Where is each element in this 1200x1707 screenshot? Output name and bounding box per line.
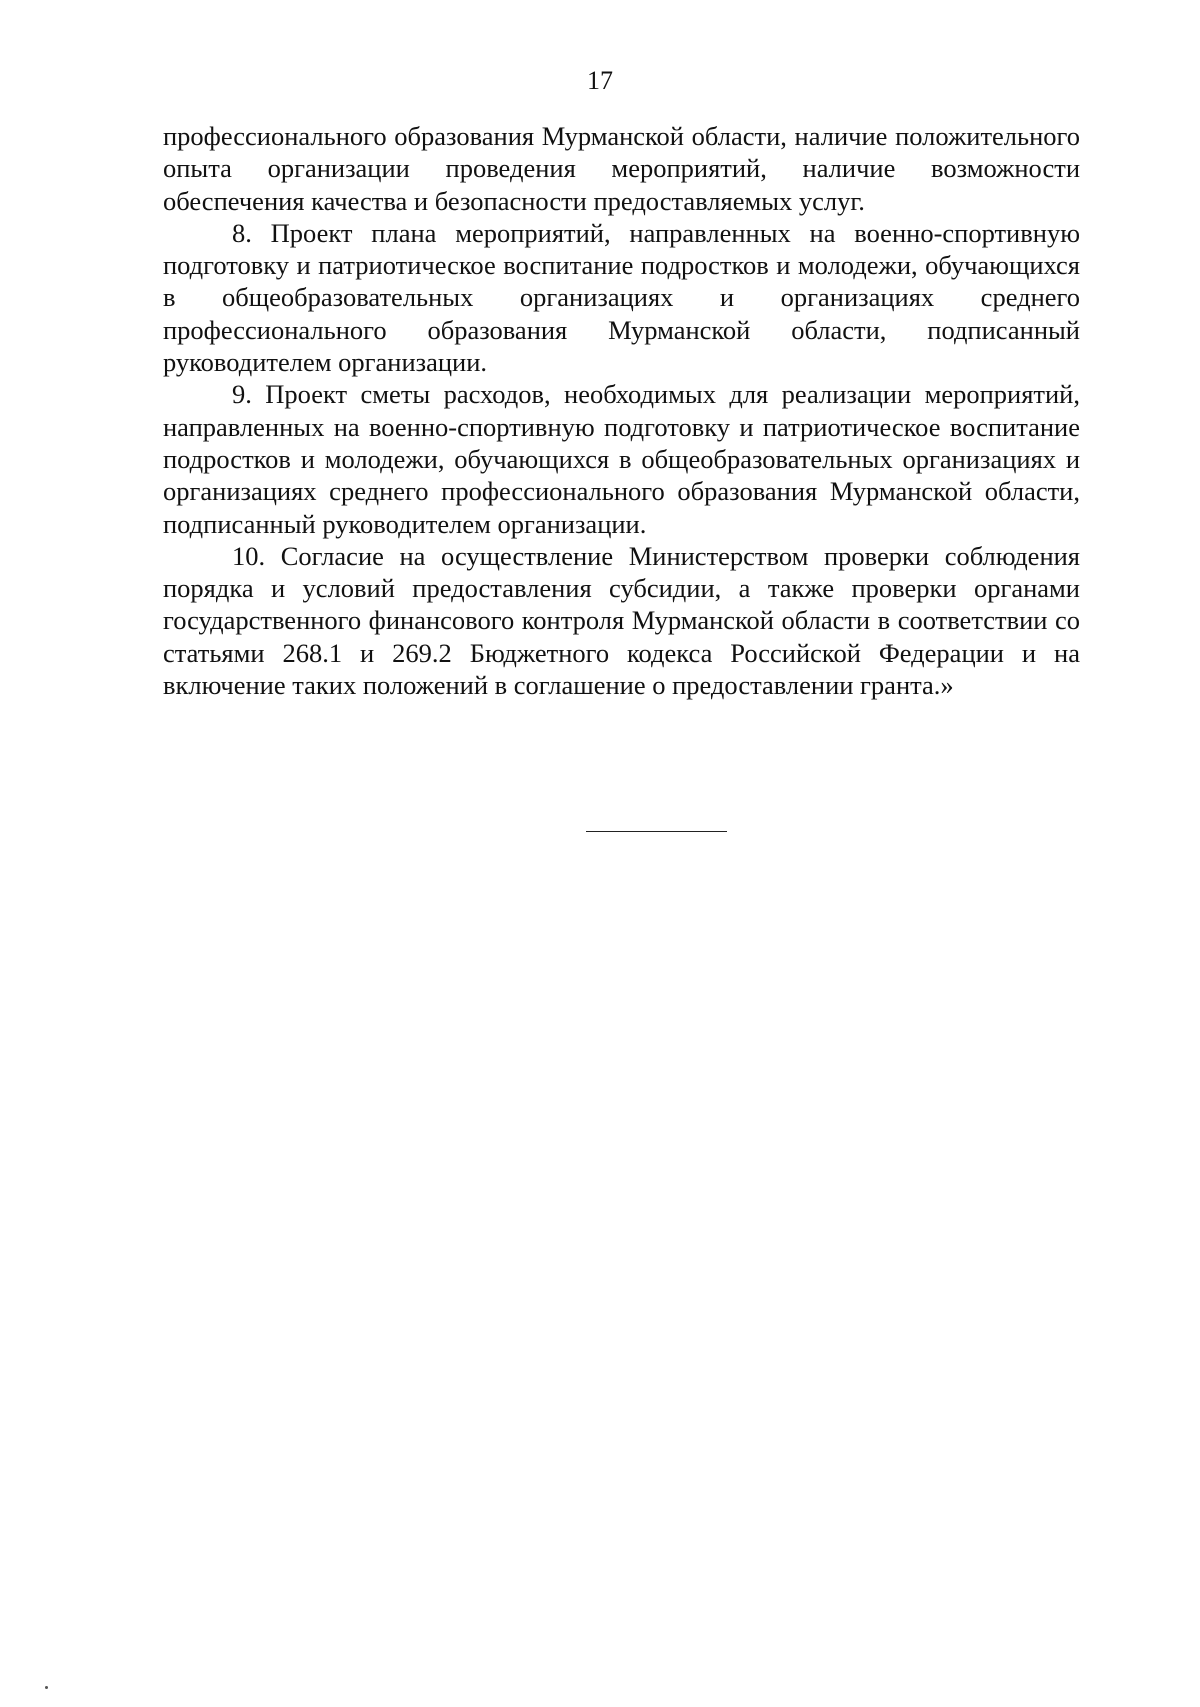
page-number: 17: [587, 66, 613, 95]
paragraph-item-9: 9. Проект сметы расходов, необходимых для реализации мероприятий, направленных на военно-спортивную подготовку и патриотическое воспитание подростков и молодежи, обучающихся в общеобразовательных организациях и организациях среднего профессионального образования Мурманской области, подписанный руководителем организации.: [163, 379, 1080, 539]
paragraph-item-10: 10. Согласие на осуществление Министерством проверки соблюдения порядка и условий предоставления субсидии, а также проверки органами государственного финансового контроля Мурманской области в соответствии со статьями 268.1 и 269.2 Бюджетного кодекса Российской Федерации и на включение таких положений в соглашение о предоставлении гранта.»: [163, 540, 1080, 701]
paragraph-continuation: профессионального образования Мурманской области, наличие положительного опыта организации проведения мероприятий, наличие возможности обеспечения качества и безопасности предоставляемых услуг.: [163, 121, 1080, 216]
scan-artifact-dot: [45, 1686, 48, 1689]
document-body: [163, 120, 1080, 701]
end-separator-line: [586, 831, 727, 832]
paragraph-item-8: 8. Проект плана мероприятий, направленных на военно-спортивную подготовку и патриотическое воспитание подростков и молодежи, обучающихся в общеобразовательных организациях и организациях среднего профессионального образования Мурманской области, подписанный руководителем организации.: [163, 217, 1080, 378]
